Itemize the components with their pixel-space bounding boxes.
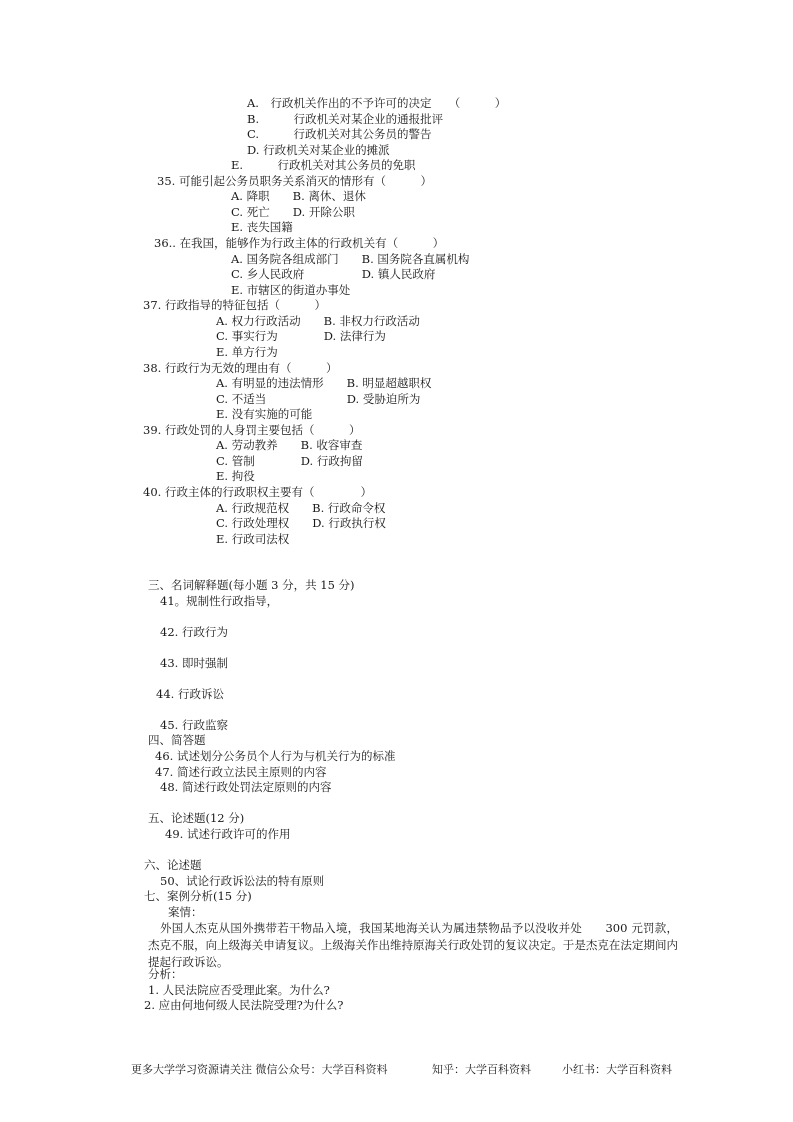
q40-stem: 40. 行政主体的行政职权主要有（ ）: [143, 485, 372, 499]
q48: 48. 简述行政处罚法定原则的内容: [160, 780, 332, 794]
q35-options-ab: A. 降职 B. 离休、退休: [231, 189, 366, 203]
q34-option-b: B. 行政机关对某企业的通报批评: [247, 112, 444, 126]
analysis-question-2: 2. 应由何地何级人民法院受理?为什么?: [144, 998, 344, 1012]
q45: 45. 行政监察: [160, 718, 228, 732]
q34-option-d: D. 行政机关对某企业的摊派: [247, 143, 390, 157]
section3-title: 三、名词解释题(每小题 3 分，共 15 分): [148, 578, 355, 592]
section7-title: 七、案例分析(15 分): [144, 889, 252, 903]
q47: 47. 简述行政立法民主原则的内容: [155, 765, 327, 779]
case-text: 外国人杰克从国外携带若干物品入境，我国某地海关认为属违禁物品予以没收并处 300 元罚款，杰克不服，向上级海关申请复议。上级海关作出维持原海关行政处罚的复议决定。于是杰克在法定期间内提起行政诉讼。: [148, 921, 678, 969]
footer-wechat: 更多大学学习资源请关注 微信公众号：大学百科资料: [131, 1063, 388, 1076]
q40-option-e: E. 行政司法权: [216, 532, 290, 546]
q40-options-cd: C. 行政处理权 D. 行政执行权: [216, 516, 386, 530]
section6-title: 六、论述题: [144, 858, 202, 872]
q49: 49. 试述行政许可的作用: [165, 827, 291, 841]
q40-options-ab: A. 行政规范权 B. 行政命令权: [216, 501, 386, 515]
q36-stem: 36.. 在我国，能够作为行政主体的行政机关有（ ）: [154, 236, 445, 250]
q37-option-e: E. 单方行为: [216, 345, 278, 359]
q35-option-e: E. 丧失国籍: [231, 220, 293, 234]
q36-options-ab: A. 国务院各组成部门 B. 国务院各直属机构: [231, 252, 470, 266]
footer-xiaohongshu: 小红书：大学百科资料: [562, 1063, 672, 1076]
q38-option-e: E. 没有实施的可能: [216, 407, 313, 421]
q37-options-cd: C. 事实行为 D. 法律行为: [216, 329, 386, 343]
q39-options-ab: A. 劳动教养 B. 收容审查: [216, 438, 363, 452]
q36-options-cd: C. 乡人民政府 D. 镇人民政府: [231, 267, 436, 281]
section4-title: 四、简答题: [148, 733, 206, 747]
footer-zhihu: 知乎：大学百科资料: [432, 1063, 531, 1076]
q42: 42. 行政行为: [160, 625, 228, 639]
q50: 50、试论行政诉讼法的特有原则: [160, 874, 325, 888]
q37-stem: 37. 行政指导的特征包括（ ）: [143, 298, 326, 312]
q41: 41。规制性行政指导，: [160, 594, 279, 608]
q38-stem: 38. 行政行为无效的理由有（ ）: [143, 361, 338, 375]
q38-options-cd: C. 不适当 D. 受胁迫所为: [216, 392, 421, 406]
q36-option-e: E. 市辖区的街道办事处: [231, 283, 351, 297]
section5-title: 五、论述题(12 分): [148, 811, 245, 825]
analysis-label: 分析：: [148, 967, 183, 981]
analysis-question-1: 1. 人民法院应否受理此案。为什么?: [148, 983, 330, 997]
case-label: 案情：: [168, 905, 203, 919]
q39-stem: 39. 行政处罚的人身罚主要包括（ ）: [143, 423, 361, 437]
q43: 43. 即时强制: [160, 656, 228, 670]
q34-option-e: E. 行政机关对其公务员的免职: [231, 158, 416, 172]
q35-options-cd: C. 死亡 D. 开除公职: [231, 205, 355, 219]
q34-option-c: C. 行政机关对其公务员的警告: [247, 127, 432, 141]
q44: 44. 行政诉讼: [156, 687, 224, 701]
q38-options-ab: A. 有明显的违法情形 B. 明显超越职权: [216, 376, 432, 390]
q37-options-ab: A. 权力行政活动 B. 非权力行政活动: [216, 314, 420, 328]
q34-option-a: A. 行政机关作出的不予许可的决定 （ ）: [247, 96, 507, 110]
q46: 46. 试述划分公务员个人行为与机关行为的标准: [155, 749, 396, 763]
q35-stem: 35. 可能引起公务员职务关系消灭的情形有（ ）: [157, 174, 432, 188]
q39-options-cd: C. 管制 D. 行政拘留: [216, 454, 363, 468]
q39-option-e: E. 拘役: [216, 469, 255, 483]
